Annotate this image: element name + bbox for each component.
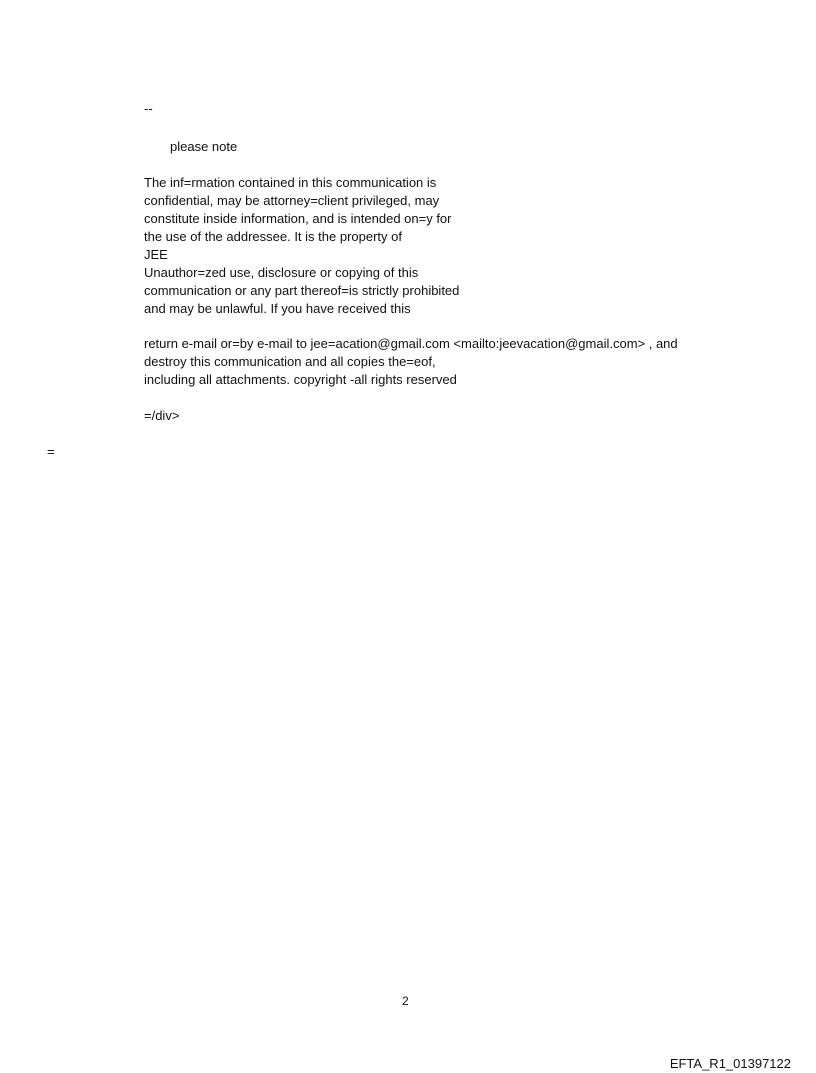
separator: --	[144, 101, 153, 116]
notice-line: JEE	[144, 247, 168, 262]
closing-tag: =/div>	[144, 408, 180, 423]
notice-line: and may be unlawful. If you have received this	[144, 301, 411, 316]
notice-line: including all attachments. copyright -all rights reserved	[144, 372, 457, 387]
notice-line: Unauthor=zed use, disclosure or copying of this	[144, 265, 419, 280]
notice-line: destroy this communication and all copies the=eof,	[144, 354, 436, 369]
page-number: 2	[402, 994, 409, 1008]
margin-marker: =	[47, 444, 55, 459]
notice-line: The inf=rmation contained in this communication is	[144, 175, 437, 190]
notice-line: the use of the addressee. It is the property of	[144, 229, 402, 244]
notice-line: constitute inside information, and is intended on=y for	[144, 211, 452, 226]
notice-heading: please note	[170, 139, 238, 154]
document-id: EFTA_R1_01397122	[669, 1056, 791, 1071]
notice-line: confidential, may be attorney=client privileged, may	[144, 193, 440, 208]
notice-line: communication or any part thereof=is strictly prohibited	[144, 283, 460, 298]
notice-line: return e-mail or=by e-mail to jee=acation@gmail.com <mailto:jeevacation@gmail.com> , and	[144, 336, 678, 351]
